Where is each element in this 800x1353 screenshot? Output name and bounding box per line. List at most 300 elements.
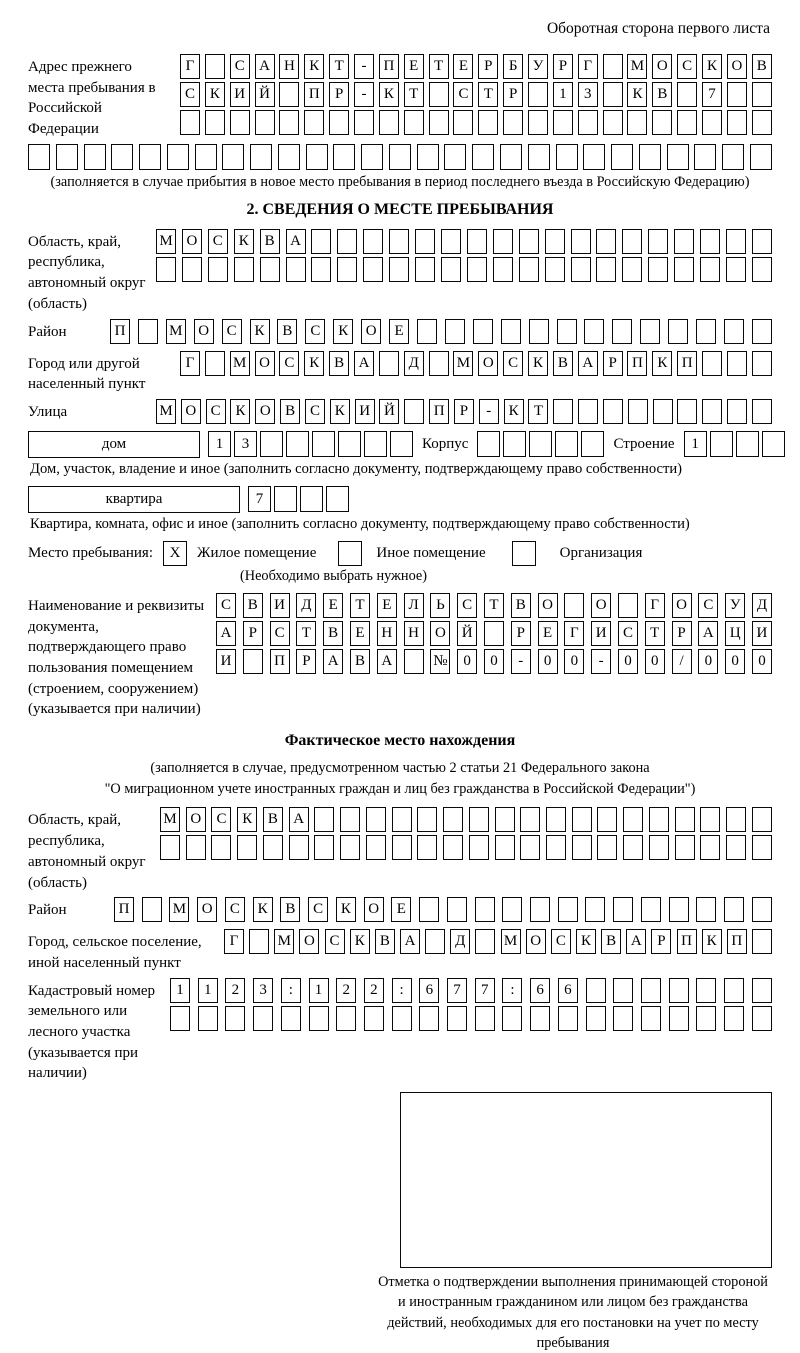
- char-cell[interactable]: [249, 929, 269, 954]
- char-cell[interactable]: П: [270, 649, 290, 674]
- char-cell[interactable]: Р: [503, 82, 523, 107]
- char-cell[interactable]: А: [354, 351, 374, 376]
- char-cell[interactable]: [696, 319, 716, 344]
- char-cell[interactable]: [477, 431, 500, 457]
- char-cell[interactable]: [354, 110, 374, 135]
- char-cell[interactable]: [677, 110, 697, 135]
- char-cell[interactable]: С: [308, 897, 328, 922]
- char-cell[interactable]: М: [453, 351, 473, 376]
- char-cell[interactable]: К: [237, 807, 257, 832]
- char-cell[interactable]: [578, 399, 598, 424]
- char-cell[interactable]: С: [206, 399, 226, 424]
- char-cell[interactable]: [520, 807, 540, 832]
- char-cell[interactable]: [170, 1006, 190, 1031]
- char-cell[interactable]: М: [166, 319, 186, 344]
- char-cell[interactable]: Д: [296, 593, 316, 618]
- char-cell[interactable]: К: [333, 319, 353, 344]
- char-cell[interactable]: [222, 144, 244, 170]
- char-cell[interactable]: В: [260, 229, 280, 254]
- char-cell[interactable]: [502, 897, 522, 922]
- char-cell[interactable]: С: [618, 621, 638, 646]
- char-cell[interactable]: [702, 110, 722, 135]
- char-cell[interactable]: [641, 897, 661, 922]
- char-cell[interactable]: М: [160, 807, 180, 832]
- char-cell[interactable]: [581, 431, 604, 457]
- char-cell[interactable]: [724, 1006, 744, 1031]
- char-cell[interactable]: Е: [377, 593, 397, 618]
- char-cell[interactable]: Н: [279, 54, 299, 79]
- char-cell[interactable]: [622, 257, 642, 282]
- char-cell[interactable]: [584, 319, 604, 344]
- char-cell[interactable]: Е: [389, 319, 409, 344]
- char-cell[interactable]: В: [280, 399, 300, 424]
- char-cell[interactable]: [363, 229, 383, 254]
- char-cell[interactable]: [311, 229, 331, 254]
- char-cell[interactable]: [700, 229, 720, 254]
- char-cell[interactable]: О: [361, 319, 381, 344]
- char-cell[interactable]: [529, 319, 549, 344]
- char-cell[interactable]: С: [453, 82, 473, 107]
- char-cell[interactable]: /: [672, 649, 692, 674]
- char-cell[interactable]: [389, 144, 411, 170]
- char-cell[interactable]: [613, 1006, 633, 1031]
- char-cell[interactable]: Е: [538, 621, 558, 646]
- char-cell[interactable]: Т: [429, 54, 449, 79]
- char-cell[interactable]: [445, 319, 465, 344]
- char-cell[interactable]: [752, 229, 772, 254]
- char-cell[interactable]: 1: [198, 978, 218, 1003]
- char-cell[interactable]: [528, 82, 548, 107]
- char-cell[interactable]: [443, 807, 463, 832]
- char-cell[interactable]: 6: [530, 978, 550, 1003]
- char-cell[interactable]: И: [752, 621, 772, 646]
- char-cell[interactable]: [752, 1006, 772, 1031]
- char-cell[interactable]: 1: [553, 82, 573, 107]
- char-cell[interactable]: [519, 257, 539, 282]
- char-cell[interactable]: [674, 229, 694, 254]
- char-cell[interactable]: Г: [224, 929, 244, 954]
- char-cell[interactable]: [752, 110, 772, 135]
- char-cell[interactable]: П: [677, 929, 697, 954]
- char-cell[interactable]: [415, 229, 435, 254]
- char-cell[interactable]: [250, 144, 272, 170]
- char-cell[interactable]: 7: [702, 82, 722, 107]
- char-cell[interactable]: [195, 144, 217, 170]
- char-cell[interactable]: О: [538, 593, 558, 618]
- char-cell[interactable]: [237, 835, 257, 860]
- char-cell[interactable]: [326, 486, 349, 512]
- char-cell[interactable]: В: [243, 593, 263, 618]
- char-cell[interactable]: -: [591, 649, 611, 674]
- char-cell[interactable]: [640, 319, 660, 344]
- residential-checkbox[interactable]: X: [163, 541, 187, 566]
- char-cell[interactable]: [726, 835, 746, 860]
- char-cell[interactable]: :: [281, 978, 301, 1003]
- char-cell[interactable]: [205, 110, 225, 135]
- char-cell[interactable]: Й: [379, 399, 399, 424]
- char-cell[interactable]: [752, 257, 772, 282]
- char-cell[interactable]: [309, 1006, 329, 1031]
- char-cell[interactable]: [84, 144, 106, 170]
- char-cell[interactable]: -: [354, 82, 374, 107]
- char-cell[interactable]: [556, 144, 578, 170]
- char-cell[interactable]: О: [727, 54, 747, 79]
- other-premises-checkbox[interactable]: [338, 541, 362, 566]
- char-cell[interactable]: О: [194, 319, 214, 344]
- char-cell[interactable]: [404, 649, 424, 674]
- char-cell[interactable]: Г: [180, 54, 200, 79]
- char-cell[interactable]: 2: [364, 978, 384, 1003]
- char-cell[interactable]: [472, 144, 494, 170]
- char-cell[interactable]: [669, 1006, 689, 1031]
- char-cell[interactable]: [653, 399, 673, 424]
- char-cell[interactable]: [417, 835, 437, 860]
- char-cell[interactable]: [392, 1006, 412, 1031]
- char-cell[interactable]: [696, 1006, 716, 1031]
- char-cell[interactable]: [444, 144, 466, 170]
- char-cell[interactable]: [572, 835, 592, 860]
- char-cell[interactable]: [700, 257, 720, 282]
- char-cell[interactable]: М: [230, 351, 250, 376]
- char-cell[interactable]: [702, 351, 722, 376]
- char-cell[interactable]: [304, 110, 324, 135]
- char-cell[interactable]: [366, 835, 386, 860]
- char-cell[interactable]: [286, 431, 309, 457]
- char-cell[interactable]: В: [652, 82, 672, 107]
- char-cell[interactable]: А: [626, 929, 646, 954]
- char-cell[interactable]: [752, 399, 772, 424]
- char-cell[interactable]: [180, 110, 200, 135]
- char-cell[interactable]: [300, 486, 323, 512]
- char-cell[interactable]: [379, 110, 399, 135]
- char-cell[interactable]: [613, 897, 633, 922]
- char-cell[interactable]: [628, 399, 648, 424]
- char-cell[interactable]: 6: [558, 978, 578, 1003]
- char-cell[interactable]: О: [181, 399, 201, 424]
- char-cell[interactable]: [503, 110, 523, 135]
- char-cell[interactable]: [392, 807, 412, 832]
- char-cell[interactable]: [752, 929, 772, 954]
- char-cell[interactable]: В: [601, 929, 621, 954]
- char-cell[interactable]: М: [169, 897, 189, 922]
- char-cell[interactable]: С: [180, 82, 200, 107]
- char-cell[interactable]: Е: [350, 621, 370, 646]
- char-cell[interactable]: [613, 978, 633, 1003]
- char-cell[interactable]: М: [156, 229, 176, 254]
- char-cell[interactable]: Р: [651, 929, 671, 954]
- char-cell[interactable]: С: [230, 54, 250, 79]
- char-cell[interactable]: [333, 144, 355, 170]
- char-cell[interactable]: [648, 257, 668, 282]
- char-cell[interactable]: К: [528, 351, 548, 376]
- char-cell[interactable]: [225, 1006, 245, 1031]
- char-cell[interactable]: [519, 229, 539, 254]
- char-cell[interactable]: [337, 257, 357, 282]
- char-cell[interactable]: [441, 257, 461, 282]
- char-cell[interactable]: [469, 835, 489, 860]
- char-cell[interactable]: С: [325, 929, 345, 954]
- char-cell[interactable]: С: [305, 319, 325, 344]
- char-cell[interactable]: [28, 144, 50, 170]
- char-cell[interactable]: Т: [645, 621, 665, 646]
- char-cell[interactable]: В: [375, 929, 395, 954]
- char-cell[interactable]: [478, 110, 498, 135]
- char-cell[interactable]: [649, 835, 669, 860]
- char-cell[interactable]: [668, 319, 688, 344]
- char-cell[interactable]: [366, 807, 386, 832]
- char-cell[interactable]: [205, 351, 225, 376]
- char-cell[interactable]: И: [216, 649, 236, 674]
- char-cell[interactable]: К: [702, 929, 722, 954]
- char-cell[interactable]: П: [304, 82, 324, 107]
- char-cell[interactable]: О: [591, 593, 611, 618]
- char-cell[interactable]: [623, 835, 643, 860]
- char-cell[interactable]: К: [350, 929, 370, 954]
- char-cell[interactable]: 0: [698, 649, 718, 674]
- char-cell[interactable]: О: [255, 399, 275, 424]
- char-cell[interactable]: В: [350, 649, 370, 674]
- char-cell[interactable]: К: [304, 351, 324, 376]
- char-cell[interactable]: :: [392, 978, 412, 1003]
- char-cell[interactable]: [623, 807, 643, 832]
- char-cell[interactable]: [553, 110, 573, 135]
- char-cell[interactable]: [312, 431, 335, 457]
- char-cell[interactable]: [364, 1006, 384, 1031]
- char-cell[interactable]: [546, 835, 566, 860]
- char-cell[interactable]: [545, 229, 565, 254]
- char-cell[interactable]: [724, 897, 744, 922]
- char-cell[interactable]: Р: [603, 351, 623, 376]
- char-cell[interactable]: [500, 144, 522, 170]
- char-cell[interactable]: С: [698, 593, 718, 618]
- char-cell[interactable]: [530, 897, 550, 922]
- char-cell[interactable]: [752, 351, 772, 376]
- char-cell[interactable]: [727, 399, 747, 424]
- char-cell[interactable]: [726, 229, 746, 254]
- char-cell[interactable]: А: [578, 351, 598, 376]
- char-cell[interactable]: [379, 351, 399, 376]
- char-cell[interactable]: Р: [511, 621, 531, 646]
- char-cell[interactable]: 0: [564, 649, 584, 674]
- char-cell[interactable]: [596, 229, 616, 254]
- char-cell[interactable]: В: [263, 807, 283, 832]
- char-cell[interactable]: П: [677, 351, 697, 376]
- char-cell[interactable]: [546, 807, 566, 832]
- char-cell[interactable]: [669, 978, 689, 1003]
- char-cell[interactable]: 3: [234, 431, 257, 457]
- char-cell[interactable]: [453, 110, 473, 135]
- char-cell[interactable]: [553, 399, 573, 424]
- char-cell[interactable]: [306, 144, 328, 170]
- char-cell[interactable]: 2: [336, 978, 356, 1003]
- char-cell[interactable]: [612, 319, 632, 344]
- char-cell[interactable]: [727, 110, 747, 135]
- char-cell[interactable]: [530, 1006, 550, 1031]
- char-cell[interactable]: Е: [391, 897, 411, 922]
- char-cell[interactable]: С: [503, 351, 523, 376]
- char-cell[interactable]: [429, 82, 449, 107]
- char-cell[interactable]: [627, 110, 647, 135]
- char-cell[interactable]: [467, 229, 487, 254]
- char-cell[interactable]: У: [725, 593, 745, 618]
- char-cell[interactable]: М: [274, 929, 294, 954]
- char-cell[interactable]: [186, 835, 206, 860]
- char-cell[interactable]: А: [255, 54, 275, 79]
- char-cell[interactable]: [724, 319, 744, 344]
- char-cell[interactable]: [167, 144, 189, 170]
- char-cell[interactable]: [545, 257, 565, 282]
- char-cell[interactable]: П: [110, 319, 130, 344]
- char-cell[interactable]: Р: [243, 621, 263, 646]
- char-cell[interactable]: [404, 399, 424, 424]
- char-cell[interactable]: [336, 1006, 356, 1031]
- char-cell[interactable]: И: [591, 621, 611, 646]
- char-cell[interactable]: [669, 897, 689, 922]
- char-cell[interactable]: Д: [752, 593, 772, 618]
- char-cell[interactable]: [429, 351, 449, 376]
- char-cell[interactable]: О: [526, 929, 546, 954]
- char-cell[interactable]: [311, 257, 331, 282]
- char-cell[interactable]: В: [752, 54, 772, 79]
- char-cell[interactable]: [429, 110, 449, 135]
- char-cell[interactable]: №: [430, 649, 450, 674]
- char-cell[interactable]: В: [277, 319, 297, 344]
- char-cell[interactable]: [208, 257, 228, 282]
- char-cell[interactable]: [722, 144, 744, 170]
- char-cell[interactable]: [726, 257, 746, 282]
- char-cell[interactable]: [243, 649, 263, 674]
- char-cell[interactable]: М: [156, 399, 176, 424]
- char-cell[interactable]: [750, 144, 772, 170]
- char-cell[interactable]: Е: [453, 54, 473, 79]
- char-cell[interactable]: К: [250, 319, 270, 344]
- char-cell[interactable]: 0: [645, 649, 665, 674]
- char-cell[interactable]: [648, 229, 668, 254]
- char-cell[interactable]: Р: [672, 621, 692, 646]
- char-cell[interactable]: [389, 257, 409, 282]
- char-cell[interactable]: [340, 835, 360, 860]
- char-cell[interactable]: К: [652, 351, 672, 376]
- char-cell[interactable]: [727, 82, 747, 107]
- char-cell[interactable]: [727, 351, 747, 376]
- char-cell[interactable]: С: [677, 54, 697, 79]
- char-cell[interactable]: О: [430, 621, 450, 646]
- char-cell[interactable]: [392, 835, 412, 860]
- char-cell[interactable]: 3: [578, 82, 598, 107]
- char-cell[interactable]: Д: [450, 929, 470, 954]
- char-cell[interactable]: К: [576, 929, 596, 954]
- char-cell[interactable]: [56, 144, 78, 170]
- char-cell[interactable]: :: [502, 978, 522, 1003]
- char-cell[interactable]: У: [528, 54, 548, 79]
- char-cell[interactable]: О: [197, 897, 217, 922]
- char-cell[interactable]: [572, 807, 592, 832]
- char-cell[interactable]: Й: [255, 82, 275, 107]
- char-cell[interactable]: [762, 431, 785, 457]
- char-cell[interactable]: [752, 807, 772, 832]
- char-cell[interactable]: [467, 257, 487, 282]
- char-cell[interactable]: В: [280, 897, 300, 922]
- char-cell[interactable]: В: [329, 351, 349, 376]
- char-cell[interactable]: [289, 835, 309, 860]
- char-cell[interactable]: [260, 431, 283, 457]
- char-cell[interactable]: А: [289, 807, 309, 832]
- char-cell[interactable]: [278, 144, 300, 170]
- char-cell[interactable]: [611, 144, 633, 170]
- char-cell[interactable]: А: [216, 621, 236, 646]
- char-cell[interactable]: [752, 897, 772, 922]
- char-cell[interactable]: [260, 257, 280, 282]
- char-cell[interactable]: [419, 897, 439, 922]
- char-cell[interactable]: К: [304, 54, 324, 79]
- char-cell[interactable]: [585, 897, 605, 922]
- char-cell[interactable]: [417, 807, 437, 832]
- char-cell[interactable]: 1: [170, 978, 190, 1003]
- char-cell[interactable]: [475, 897, 495, 922]
- char-cell[interactable]: [198, 1006, 218, 1031]
- char-cell[interactable]: -: [511, 649, 531, 674]
- char-cell[interactable]: [484, 621, 504, 646]
- char-cell[interactable]: [529, 431, 552, 457]
- char-cell[interactable]: Г: [578, 54, 598, 79]
- char-cell[interactable]: О: [652, 54, 672, 79]
- char-cell[interactable]: 0: [457, 649, 477, 674]
- char-cell[interactable]: [314, 835, 334, 860]
- char-cell[interactable]: К: [253, 897, 273, 922]
- char-cell[interactable]: [694, 144, 716, 170]
- char-cell[interactable]: [586, 978, 606, 1003]
- char-cell[interactable]: П: [379, 54, 399, 79]
- char-cell[interactable]: [603, 110, 623, 135]
- char-cell[interactable]: К: [627, 82, 647, 107]
- char-cell[interactable]: [583, 144, 605, 170]
- char-cell[interactable]: [677, 82, 697, 107]
- char-cell[interactable]: [142, 897, 162, 922]
- char-cell[interactable]: В: [511, 593, 531, 618]
- char-cell[interactable]: [425, 929, 445, 954]
- char-cell[interactable]: Р: [296, 649, 316, 674]
- char-cell[interactable]: [675, 807, 695, 832]
- char-cell[interactable]: Р: [478, 54, 498, 79]
- char-cell[interactable]: Г: [564, 621, 584, 646]
- char-cell[interactable]: [473, 319, 493, 344]
- char-cell[interactable]: [443, 835, 463, 860]
- char-cell[interactable]: [752, 82, 772, 107]
- char-cell[interactable]: [234, 257, 254, 282]
- char-cell[interactable]: [597, 807, 617, 832]
- char-cell[interactable]: К: [336, 897, 356, 922]
- char-cell[interactable]: [111, 144, 133, 170]
- char-cell[interactable]: П: [429, 399, 449, 424]
- char-cell[interactable]: [389, 229, 409, 254]
- char-cell[interactable]: С: [279, 351, 299, 376]
- char-cell[interactable]: Т: [404, 82, 424, 107]
- char-cell[interactable]: [603, 82, 623, 107]
- char-cell[interactable]: [639, 144, 661, 170]
- char-cell[interactable]: [404, 110, 424, 135]
- char-cell[interactable]: [641, 1006, 661, 1031]
- char-cell[interactable]: Е: [404, 54, 424, 79]
- char-cell[interactable]: 1: [208, 431, 231, 457]
- char-cell[interactable]: [493, 257, 513, 282]
- char-cell[interactable]: Т: [350, 593, 370, 618]
- char-cell[interactable]: [274, 486, 297, 512]
- char-cell[interactable]: [502, 1006, 522, 1031]
- char-cell[interactable]: А: [400, 929, 420, 954]
- char-cell[interactable]: С: [551, 929, 571, 954]
- char-cell[interactable]: К: [234, 229, 254, 254]
- char-cell[interactable]: [230, 110, 250, 135]
